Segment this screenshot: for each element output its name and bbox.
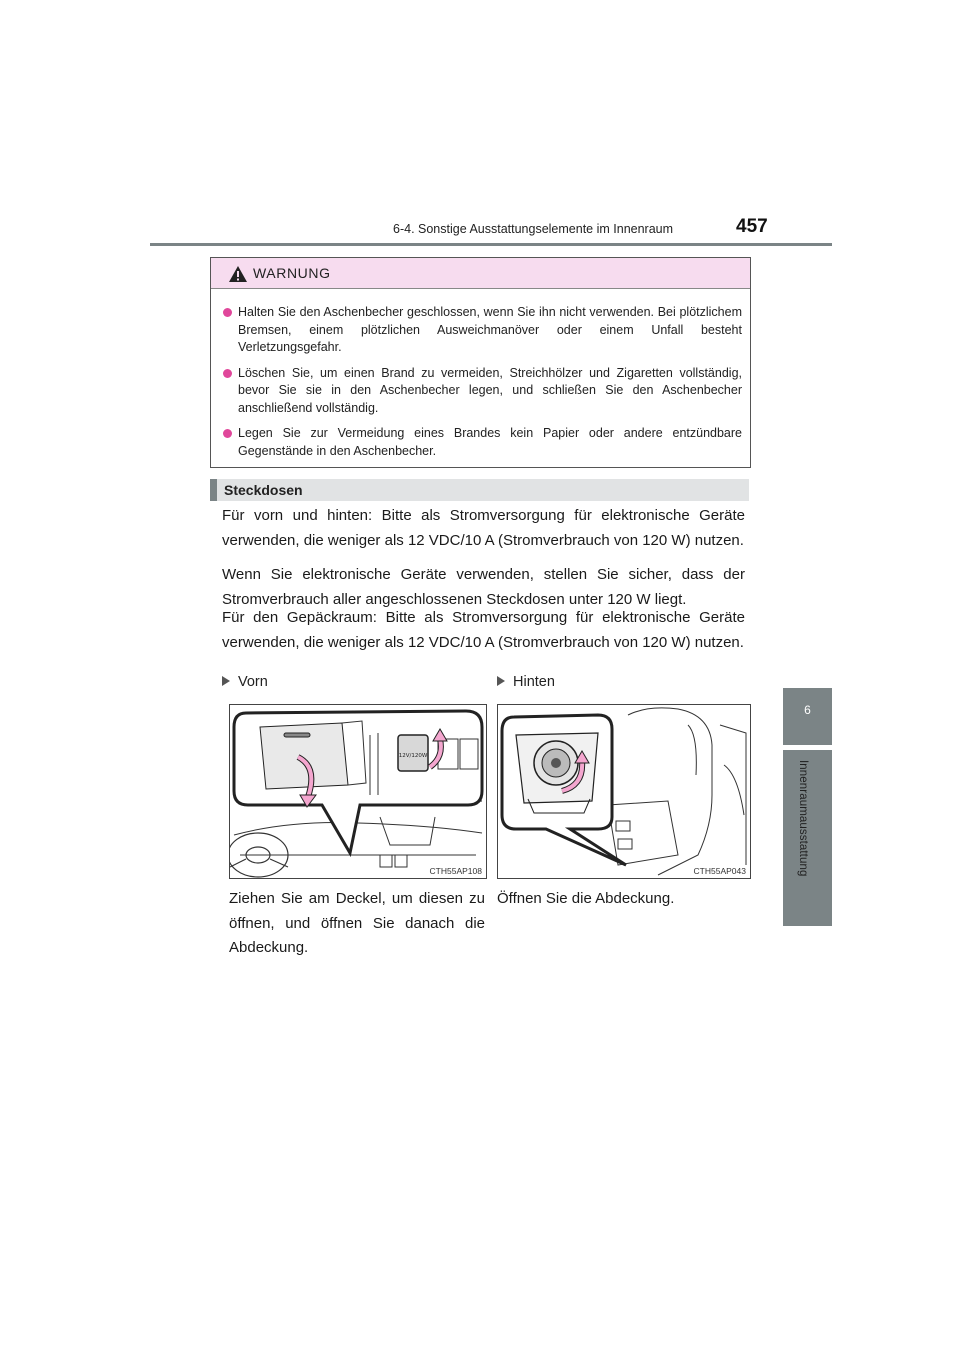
warning-item-text: Legen Sie zur Vermeidung eines Brandes kein Papier oder andere entzündbare Gegenstände in den Aschenbecher. bbox=[238, 426, 742, 458]
figure-rear-socket bbox=[497, 704, 751, 879]
paragraph-front-rear: Für vorn und hinten: Bitte als Stromversorgung für elektronische Geräte verwenden, die weniger als 12 VDC/10 A (Stromverbrauch von 120 W) nutzen. bbox=[222, 507, 745, 549]
warning-header bbox=[211, 258, 750, 289]
subheading-front bbox=[222, 674, 268, 690]
bullet-icon bbox=[223, 308, 232, 317]
warning-title: WARNUNG bbox=[253, 265, 331, 281]
warning-box bbox=[210, 257, 751, 468]
section-heading bbox=[210, 479, 749, 501]
header-rule bbox=[150, 243, 832, 246]
chapter-label: Innenraumausstattung bbox=[797, 760, 809, 877]
paragraph-luggage: Für den Gepäckraum: Bitte als Stromversorgung für elektronische Geräte verwenden, die weniger als 12 VDC/10 A (Stromverbrauch von 120 W) nutzen. bbox=[222, 609, 745, 651]
page-number: 457 bbox=[736, 216, 768, 237]
figure-code: CTH55AP043 bbox=[693, 866, 746, 876]
subheading-rear bbox=[497, 674, 555, 690]
round-socket-icon bbox=[534, 741, 578, 785]
caption-rear: Öffnen Sie die Abdeckung. bbox=[497, 890, 675, 907]
triangle-arrow-icon bbox=[222, 676, 230, 686]
bullet-icon bbox=[223, 369, 232, 378]
triangle-arrow-icon bbox=[497, 676, 505, 686]
subheading-front-label: Vorn bbox=[238, 674, 268, 690]
warning-item bbox=[223, 425, 742, 460]
warning-item bbox=[223, 304, 742, 357]
warning-triangle-icon bbox=[229, 266, 247, 282]
socket-label: 12V/120W bbox=[398, 753, 428, 759]
figure-front-socket bbox=[229, 704, 487, 879]
running-header-section: 6-4. Sonstige Ausstattungselemente im Innenraum bbox=[393, 222, 674, 236]
paragraph-total-consumption: Wenn Sie elektronische Geräte verwenden, stellen Sie sicher, dass der Stromverbrauch aller angeschlossenen Steckdosen unter 120 W liegt. bbox=[222, 566, 745, 608]
rear-socket-illustration bbox=[498, 705, 750, 878]
warning-body bbox=[211, 289, 750, 460]
warning-item-text: Halten Sie den Aschenbecher geschlossen, wenn Sie ihn nicht verwenden. Bei plötzlichem Bremsen, einem plötzlichen Ausweichmanöver oder einem Unfall besteht Verletzungsgefahr. bbox=[238, 305, 742, 354]
bullet-icon bbox=[223, 429, 232, 438]
warning-item-text: Löschen Sie, um einen Brand zu vermeiden, Streichhölzer und Zigaretten vollständig, bevor Sie sie in den Aschenbecher legen, und schließen Sie den Aschenbecher anschließend vollständig. bbox=[238, 365, 742, 415]
section-accent bbox=[210, 479, 217, 501]
section-title: Steckdosen bbox=[224, 482, 303, 498]
front-socket-illustration bbox=[230, 705, 486, 878]
figure-code: CTH55AP108 bbox=[429, 866, 482, 876]
warning-item bbox=[223, 365, 742, 418]
subheading-rear-label: Hinten bbox=[513, 674, 555, 690]
caption-front: Ziehen Sie am Deckel, um diesen zu öffnen, und öffnen Sie danach die Abdeckung. bbox=[229, 890, 485, 956]
chapter-number: 6 bbox=[804, 703, 811, 717]
